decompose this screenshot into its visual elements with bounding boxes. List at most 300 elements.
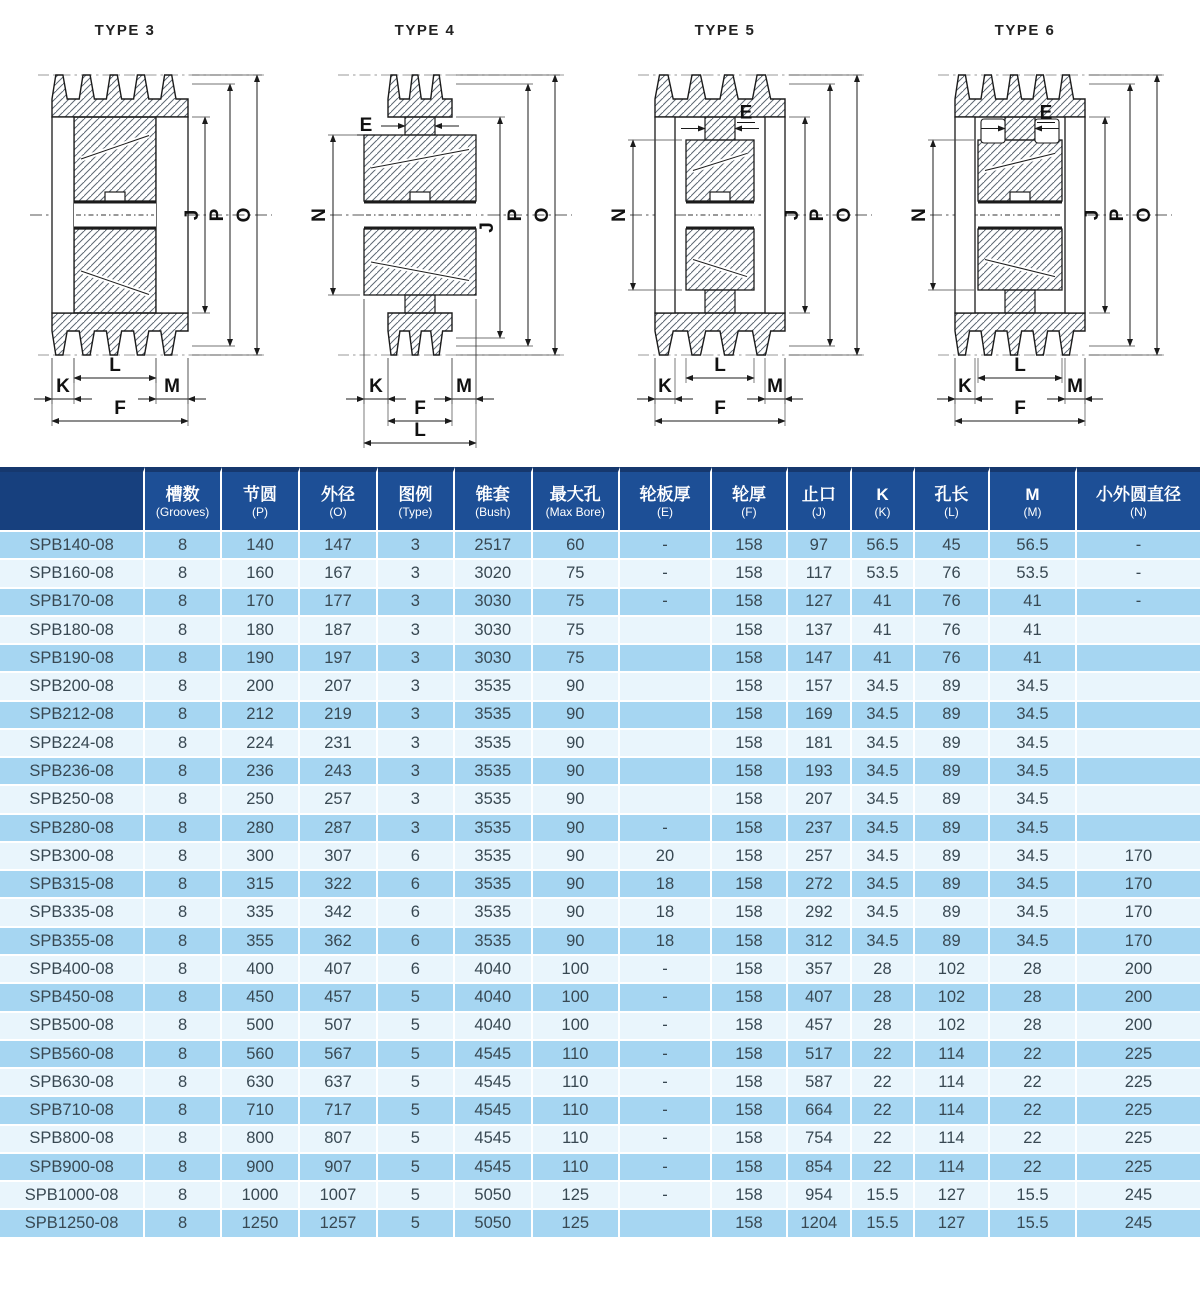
value-cell: 450 bbox=[222, 984, 300, 1012]
value-cell: 34.5 bbox=[990, 702, 1077, 730]
value-cell: 3 bbox=[378, 815, 455, 843]
col-header: 最大孔 (Max Bore) bbox=[533, 467, 620, 532]
value-cell: 110 bbox=[533, 1154, 620, 1182]
value-cell: 710 bbox=[222, 1097, 300, 1125]
model-cell: SPB500-08 bbox=[0, 1013, 145, 1041]
value-cell bbox=[1077, 786, 1200, 814]
col-header: 止口 (J) bbox=[788, 467, 852, 532]
value-cell: 1204 bbox=[788, 1210, 852, 1238]
model-cell: SPB400-08 bbox=[0, 956, 145, 984]
table-row bbox=[0, 786, 1200, 814]
value-cell: 355 bbox=[222, 928, 300, 956]
value-cell: 3 bbox=[378, 560, 455, 588]
value-cell: 1257 bbox=[300, 1210, 378, 1238]
dim-label-M: M bbox=[767, 376, 783, 397]
col-header: 图例 (Type) bbox=[378, 467, 455, 532]
value-cell: 53.5 bbox=[852, 560, 915, 588]
dim-label-O: O bbox=[234, 207, 255, 223]
model-cell: SPB300-08 bbox=[0, 843, 145, 871]
value-cell: 8 bbox=[145, 899, 222, 927]
model-cell: SPB1000-08 bbox=[0, 1182, 145, 1210]
col-header: 外径 (O) bbox=[300, 467, 378, 532]
value-cell: 41 bbox=[990, 589, 1077, 617]
col-header: K (K) bbox=[852, 467, 915, 532]
table-row bbox=[0, 560, 1200, 588]
value-cell: 34.5 bbox=[990, 758, 1077, 786]
value-cell: 907 bbox=[300, 1154, 378, 1182]
value-cell: 76 bbox=[915, 589, 990, 617]
value-cell: 158 bbox=[712, 1041, 788, 1069]
dim-label-O: O bbox=[532, 207, 553, 223]
value-cell: 3030 bbox=[455, 589, 533, 617]
col-header: 节圆 (P) bbox=[222, 467, 300, 532]
value-cell: - bbox=[620, 956, 712, 984]
value-cell: 177 bbox=[300, 589, 378, 617]
value-cell: 41 bbox=[852, 617, 915, 645]
value-cell: 89 bbox=[915, 815, 990, 843]
value-cell: 117 bbox=[788, 560, 852, 588]
value-cell: 800 bbox=[222, 1126, 300, 1154]
value-cell: 854 bbox=[788, 1154, 852, 1182]
value-cell: 169 bbox=[788, 702, 852, 730]
value-cell: 170 bbox=[1077, 899, 1200, 927]
value-cell: 125 bbox=[533, 1210, 620, 1238]
value-cell: 75 bbox=[533, 589, 620, 617]
value-cell: 3535 bbox=[455, 702, 533, 730]
diagram-title-type-3: TYPE 3 bbox=[94, 22, 156, 39]
value-cell: 225 bbox=[1077, 1154, 1200, 1182]
value-cell: 170 bbox=[1077, 843, 1200, 871]
table-row bbox=[0, 702, 1200, 730]
value-cell: 147 bbox=[300, 532, 378, 560]
value-cell: 158 bbox=[712, 560, 788, 588]
value-cell: - bbox=[620, 1013, 712, 1041]
model-cell: SPB800-08 bbox=[0, 1126, 145, 1154]
value-cell bbox=[1077, 758, 1200, 786]
value-cell: 34.5 bbox=[852, 928, 915, 956]
value-cell: 28 bbox=[990, 984, 1077, 1012]
table-row bbox=[0, 899, 1200, 927]
value-cell: 457 bbox=[788, 1013, 852, 1041]
value-cell: 34.5 bbox=[852, 758, 915, 786]
value-cell: 34.5 bbox=[852, 786, 915, 814]
value-cell: 22 bbox=[990, 1069, 1077, 1097]
value-cell: 307 bbox=[300, 843, 378, 871]
value-cell bbox=[620, 1210, 712, 1238]
value-cell: 147 bbox=[788, 645, 852, 673]
value-cell: 8 bbox=[145, 1041, 222, 1069]
value-cell: 158 bbox=[712, 532, 788, 560]
table-row bbox=[0, 589, 1200, 617]
col-header-model bbox=[0, 467, 145, 532]
value-cell: 158 bbox=[712, 1013, 788, 1041]
value-cell: 22 bbox=[852, 1154, 915, 1182]
type-3-diagram bbox=[0, 0, 300, 467]
value-cell: 4040 bbox=[455, 984, 533, 1012]
value-cell: 158 bbox=[712, 984, 788, 1012]
value-cell: 22 bbox=[990, 1097, 1077, 1125]
value-cell: 158 bbox=[712, 1069, 788, 1097]
value-cell: 127 bbox=[788, 589, 852, 617]
value-cell: 287 bbox=[300, 815, 378, 843]
type-5-diagram bbox=[600, 0, 900, 467]
value-cell: 157 bbox=[788, 673, 852, 701]
value-cell: 34.5 bbox=[990, 899, 1077, 927]
value-cell: 8 bbox=[145, 589, 222, 617]
dim-label-P: P bbox=[505, 208, 526, 222]
value-cell: 158 bbox=[712, 1210, 788, 1238]
value-cell: 5 bbox=[378, 1013, 455, 1041]
value-cell: 187 bbox=[300, 617, 378, 645]
value-cell: 1000 bbox=[222, 1182, 300, 1210]
table-row bbox=[0, 1182, 1200, 1210]
value-cell: 3 bbox=[378, 617, 455, 645]
value-cell: 560 bbox=[222, 1041, 300, 1069]
dim-label-K: K bbox=[958, 376, 972, 397]
col-header: 轮板厚 (E) bbox=[620, 467, 712, 532]
value-cell: 34.5 bbox=[990, 730, 1077, 758]
value-cell: 400 bbox=[222, 956, 300, 984]
value-cell: 114 bbox=[915, 1126, 990, 1154]
dim-label-F: F bbox=[1014, 398, 1026, 419]
value-cell: - bbox=[620, 1154, 712, 1182]
model-cell: SPB236-08 bbox=[0, 758, 145, 786]
value-cell: 41 bbox=[990, 617, 1077, 645]
value-cell: 76 bbox=[915, 645, 990, 673]
value-cell: 312 bbox=[788, 928, 852, 956]
value-cell: 8 bbox=[145, 1069, 222, 1097]
value-cell: - bbox=[1077, 560, 1200, 588]
value-cell: 342 bbox=[300, 899, 378, 927]
value-cell: 200 bbox=[222, 673, 300, 701]
dim-label-L: L bbox=[109, 355, 121, 376]
value-cell: 34.5 bbox=[852, 815, 915, 843]
value-cell: 200 bbox=[1077, 984, 1200, 1012]
model-cell: SPB190-08 bbox=[0, 645, 145, 673]
value-cell bbox=[620, 786, 712, 814]
value-cell: 8 bbox=[145, 758, 222, 786]
table-row bbox=[0, 730, 1200, 758]
model-cell: SPB560-08 bbox=[0, 1041, 145, 1069]
value-cell: 245 bbox=[1077, 1182, 1200, 1210]
value-cell: 170 bbox=[1077, 928, 1200, 956]
dim-label-J: J bbox=[1082, 209, 1103, 221]
header-row bbox=[0, 467, 1200, 532]
value-cell: 170 bbox=[1077, 871, 1200, 899]
value-cell bbox=[620, 730, 712, 758]
value-cell: 34.5 bbox=[990, 786, 1077, 814]
value-cell: 5 bbox=[378, 1126, 455, 1154]
value-cell: 8 bbox=[145, 1126, 222, 1154]
pulley-drawing-type-3 bbox=[0, 0, 300, 467]
value-cell: 90 bbox=[533, 786, 620, 814]
table-row bbox=[0, 956, 1200, 984]
dim-label-E: E bbox=[1039, 102, 1053, 124]
value-cell bbox=[620, 617, 712, 645]
value-cell: 8 bbox=[145, 1210, 222, 1238]
pulley-drawing-type-6 bbox=[900, 0, 1200, 467]
value-cell bbox=[1077, 617, 1200, 645]
value-cell: 41 bbox=[990, 645, 1077, 673]
value-cell: 114 bbox=[915, 1041, 990, 1069]
value-cell: 243 bbox=[300, 758, 378, 786]
value-cell: 110 bbox=[533, 1097, 620, 1125]
value-cell: 5 bbox=[378, 984, 455, 1012]
dim-label-E: E bbox=[359, 115, 373, 136]
value-cell: 140 bbox=[222, 532, 300, 560]
value-cell: 15.5 bbox=[990, 1210, 1077, 1238]
value-cell: 4040 bbox=[455, 1013, 533, 1041]
dim-label-M: M bbox=[164, 376, 180, 397]
value-cell: 4545 bbox=[455, 1126, 533, 1154]
value-cell: 664 bbox=[788, 1097, 852, 1125]
value-cell: 8 bbox=[145, 871, 222, 899]
value-cell: 637 bbox=[300, 1069, 378, 1097]
value-cell: 225 bbox=[1077, 1069, 1200, 1097]
col-header: 轮厚 (F) bbox=[712, 467, 788, 532]
value-cell: 41 bbox=[852, 645, 915, 673]
value-cell: - bbox=[620, 589, 712, 617]
dim-label-N: N bbox=[609, 208, 630, 222]
value-cell: - bbox=[1077, 532, 1200, 560]
value-cell: 22 bbox=[852, 1069, 915, 1097]
value-cell: 28 bbox=[852, 1013, 915, 1041]
col-header: 小外圆直径 (N) bbox=[1077, 467, 1200, 532]
value-cell bbox=[1077, 730, 1200, 758]
value-cell: 4545 bbox=[455, 1069, 533, 1097]
value-cell: 158 bbox=[712, 956, 788, 984]
value-cell: 158 bbox=[712, 1154, 788, 1182]
value-cell: 407 bbox=[300, 956, 378, 984]
spec-table bbox=[0, 467, 1200, 1239]
value-cell: 158 bbox=[712, 815, 788, 843]
value-cell: 3535 bbox=[455, 758, 533, 786]
value-cell: 41 bbox=[852, 589, 915, 617]
value-cell: 22 bbox=[990, 1154, 1077, 1182]
value-cell: 322 bbox=[300, 871, 378, 899]
value-cell: 4545 bbox=[455, 1154, 533, 1182]
value-cell: 160 bbox=[222, 560, 300, 588]
value-cell: 507 bbox=[300, 1013, 378, 1041]
value-cell: 102 bbox=[915, 984, 990, 1012]
dim-label-P: P bbox=[807, 208, 828, 222]
value-cell: - bbox=[620, 532, 712, 560]
value-cell: 15.5 bbox=[990, 1182, 1077, 1210]
value-cell: 158 bbox=[712, 702, 788, 730]
model-cell: SPB212-08 bbox=[0, 702, 145, 730]
value-cell: 170 bbox=[222, 589, 300, 617]
value-cell: 5 bbox=[378, 1041, 455, 1069]
value-cell: 190 bbox=[222, 645, 300, 673]
table-row bbox=[0, 843, 1200, 871]
value-cell: 100 bbox=[533, 984, 620, 1012]
value-cell: 22 bbox=[990, 1041, 1077, 1069]
value-cell: 89 bbox=[915, 843, 990, 871]
dim-label-N: N bbox=[309, 208, 330, 222]
value-cell: 587 bbox=[788, 1069, 852, 1097]
value-cell: 180 bbox=[222, 617, 300, 645]
value-cell: 292 bbox=[788, 899, 852, 927]
value-cell: 89 bbox=[915, 673, 990, 701]
value-cell: 3020 bbox=[455, 560, 533, 588]
dim-label-K: K bbox=[56, 376, 70, 397]
value-cell: 1007 bbox=[300, 1182, 378, 1210]
dim-label-F: F bbox=[414, 398, 426, 419]
dim-label-N: N bbox=[909, 208, 930, 222]
value-cell: 3535 bbox=[455, 843, 533, 871]
dim-label-L: L bbox=[1014, 355, 1026, 376]
table-row bbox=[0, 1210, 1200, 1238]
dim-label-P: P bbox=[1107, 208, 1128, 222]
value-cell: 8 bbox=[145, 1182, 222, 1210]
value-cell: 225 bbox=[1077, 1097, 1200, 1125]
model-cell: SPB224-08 bbox=[0, 730, 145, 758]
model-cell: SPB140-08 bbox=[0, 532, 145, 560]
dim-label-J: J bbox=[477, 222, 498, 233]
table-row bbox=[0, 815, 1200, 843]
value-cell: 158 bbox=[712, 928, 788, 956]
value-cell: 20 bbox=[620, 843, 712, 871]
value-cell: 8 bbox=[145, 786, 222, 814]
value-cell: 237 bbox=[788, 815, 852, 843]
model-cell: SPB450-08 bbox=[0, 984, 145, 1012]
value-cell: 6 bbox=[378, 899, 455, 927]
value-cell: 207 bbox=[300, 673, 378, 701]
dim-label-M: M bbox=[1067, 376, 1083, 397]
value-cell: 28 bbox=[990, 1013, 1077, 1041]
value-cell: 8 bbox=[145, 730, 222, 758]
value-cell: 127 bbox=[915, 1210, 990, 1238]
value-cell: 89 bbox=[915, 758, 990, 786]
value-cell: 335 bbox=[222, 899, 300, 927]
value-cell: 3 bbox=[378, 758, 455, 786]
value-cell: 89 bbox=[915, 730, 990, 758]
value-cell: 181 bbox=[788, 730, 852, 758]
table-row bbox=[0, 645, 1200, 673]
value-cell: 4545 bbox=[455, 1097, 533, 1125]
value-cell bbox=[1077, 815, 1200, 843]
value-cell: 100 bbox=[533, 956, 620, 984]
value-cell: 300 bbox=[222, 843, 300, 871]
value-cell: 90 bbox=[533, 702, 620, 730]
value-cell: 8 bbox=[145, 1013, 222, 1041]
value-cell: - bbox=[620, 815, 712, 843]
value-cell: - bbox=[620, 1041, 712, 1069]
value-cell: - bbox=[620, 1126, 712, 1154]
value-cell: 197 bbox=[300, 645, 378, 673]
value-cell: 158 bbox=[712, 899, 788, 927]
spec-table-body bbox=[0, 532, 1200, 1239]
value-cell: 158 bbox=[712, 1126, 788, 1154]
value-cell: - bbox=[620, 1069, 712, 1097]
value-cell: 34.5 bbox=[990, 843, 1077, 871]
value-cell: 250 bbox=[222, 786, 300, 814]
table-row bbox=[0, 758, 1200, 786]
value-cell: 357 bbox=[788, 956, 852, 984]
value-cell: 158 bbox=[712, 871, 788, 899]
value-cell: 3030 bbox=[455, 617, 533, 645]
value-cell: 8 bbox=[145, 673, 222, 701]
table-row bbox=[0, 928, 1200, 956]
value-cell bbox=[1077, 645, 1200, 673]
value-cell: 158 bbox=[712, 786, 788, 814]
value-cell: 22 bbox=[852, 1041, 915, 1069]
value-cell bbox=[620, 645, 712, 673]
table-row bbox=[0, 673, 1200, 701]
value-cell: 3535 bbox=[455, 815, 533, 843]
value-cell bbox=[620, 702, 712, 730]
model-cell: SPB280-08 bbox=[0, 815, 145, 843]
table-row bbox=[0, 1126, 1200, 1154]
value-cell: 212 bbox=[222, 702, 300, 730]
value-cell: 89 bbox=[915, 786, 990, 814]
value-cell: 8 bbox=[145, 702, 222, 730]
dim-label-L: L bbox=[714, 355, 726, 376]
value-cell: 28 bbox=[852, 956, 915, 984]
value-cell: 5 bbox=[378, 1210, 455, 1238]
col-header: M (M) bbox=[990, 467, 1077, 532]
value-cell: 8 bbox=[145, 956, 222, 984]
value-cell: 236 bbox=[222, 758, 300, 786]
value-cell: 3535 bbox=[455, 786, 533, 814]
value-cell: 18 bbox=[620, 928, 712, 956]
value-cell: 8 bbox=[145, 617, 222, 645]
value-cell: 1250 bbox=[222, 1210, 300, 1238]
value-cell: 76 bbox=[915, 560, 990, 588]
value-cell: 200 bbox=[1077, 956, 1200, 984]
value-cell: 3 bbox=[378, 702, 455, 730]
value-cell: 2517 bbox=[455, 532, 533, 560]
value-cell: 500 bbox=[222, 1013, 300, 1041]
value-cell: 3535 bbox=[455, 871, 533, 899]
value-cell: 34.5 bbox=[990, 673, 1077, 701]
dim-label-F: F bbox=[114, 398, 126, 419]
value-cell: 158 bbox=[712, 730, 788, 758]
type-4-diagram bbox=[300, 0, 600, 467]
value-cell: 75 bbox=[533, 617, 620, 645]
value-cell: 90 bbox=[533, 871, 620, 899]
diagram-title-type-4: TYPE 4 bbox=[394, 22, 456, 39]
value-cell: 158 bbox=[712, 1097, 788, 1125]
dim-label-O: O bbox=[834, 207, 855, 223]
pulley-drawing-type-4 bbox=[300, 0, 600, 467]
value-cell: 219 bbox=[300, 702, 378, 730]
col-header: 槽数 (Grooves) bbox=[145, 467, 222, 532]
model-cell: SPB900-08 bbox=[0, 1154, 145, 1182]
value-cell: 28 bbox=[990, 956, 1077, 984]
value-cell: 3 bbox=[378, 589, 455, 617]
value-cell: 97 bbox=[788, 532, 852, 560]
value-cell: 18 bbox=[620, 899, 712, 927]
value-cell: 8 bbox=[145, 843, 222, 871]
value-cell: 75 bbox=[533, 645, 620, 673]
value-cell: 8 bbox=[145, 928, 222, 956]
value-cell: 5 bbox=[378, 1182, 455, 1210]
value-cell bbox=[1077, 673, 1200, 701]
value-cell: 89 bbox=[915, 871, 990, 899]
dim-label-K: K bbox=[369, 376, 383, 397]
table-row bbox=[0, 1097, 1200, 1125]
value-cell: 90 bbox=[533, 758, 620, 786]
model-cell: SPB160-08 bbox=[0, 560, 145, 588]
value-cell: 3030 bbox=[455, 645, 533, 673]
value-cell: 100 bbox=[533, 1013, 620, 1041]
value-cell: 89 bbox=[915, 899, 990, 927]
value-cell: 158 bbox=[712, 589, 788, 617]
value-cell: 5050 bbox=[455, 1210, 533, 1238]
value-cell: 18 bbox=[620, 871, 712, 899]
value-cell: 110 bbox=[533, 1126, 620, 1154]
